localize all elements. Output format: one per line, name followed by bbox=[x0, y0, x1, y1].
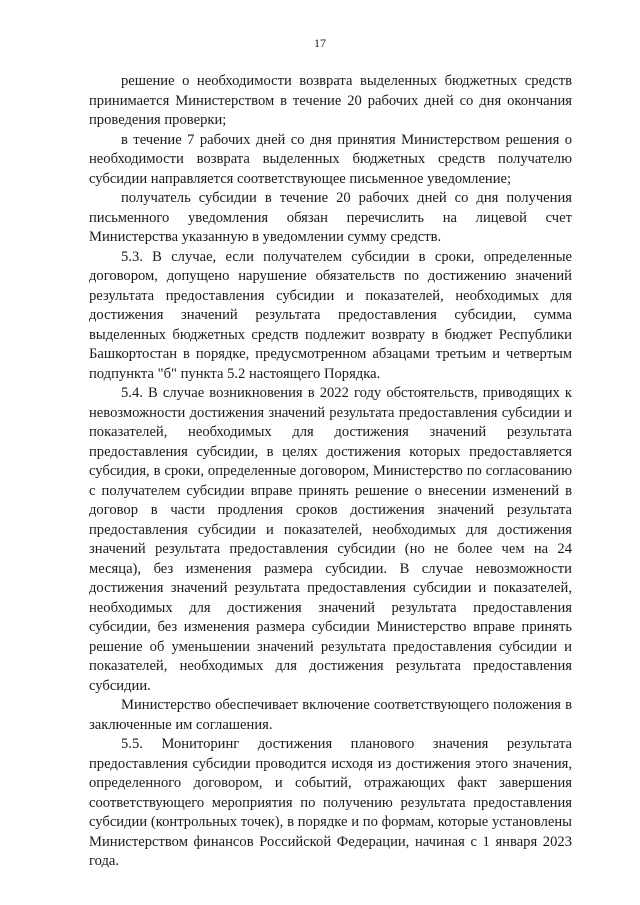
paragraph-notification: в течение 7 рабочих дней со дня принятия Министерством решения о необходимости возврата выделенных бюджетных средств получателю субсидии направляется соответствующее письменное уведомление; bbox=[89, 131, 572, 187]
paragraph-5-3: 5.3. В случае, если получателем субсидии в сроки, определенные договором, допущено нарушение обязательств по достижению значений результата предоставления субсидии и показателей, необходимых для достижения значений результата предоставления субсидии, сумма выделенных бюджетных средств подлежит возврату в бюджет Республики Башкортостан в порядке, предусмотренном абзацами третьим и четвертым подпункта "б" пункта 5.2 настоящего Порядка. bbox=[89, 248, 572, 382]
paragraph-5-5: 5.5. Мониторинг достижения планового значения результата предоставления субсидии проводится исходя из достижения этого значения, определенного договором, и событий, отражающих факт завершения соответствующего мероприятия по получению результата предоставления субсидии (контрольных точек), в порядке и по формам, которые установлены Министерством финансов Российской Федерации, начиная с 1 января 2023 года. bbox=[89, 736, 572, 869]
paragraph-ministry-provision: Министерство обеспечивает включение соответствующего положения в заключенные им соглашения. bbox=[89, 697, 572, 733]
paragraph-transfer-funds: получатель субсидии в течение 20 рабочих дней со дня получения письменного уведомления обязан перечислить на лицевой счет Министерства указанную в уведомлении сумму средств. bbox=[89, 190, 572, 245]
paragraph-5-4: 5.4. В случае возникновения в 2022 году обстоятельств, приводящих к невозможности достижения значений результата предоставления субсидии и показателей, необходимых для достижения значений результата предоставления субсидии, в целях достижения которых предоставляется субсидия, в сроки, определенные договором, Министерство по согласованию с получателем субсидии вправе принять решение о внесении изменений в договор в части продления сроков достижения значений результата предоставления субсидии и показателей, необходимых для достижения значений результата предоставления субсидии (но не более чем на 24 месяца), без изменения размера субсидии. В случае невозможности достижения значений результата предоставления субсидии и показателей, необходимых для достижения значений результата предоставления субсидии, без изменения размера субсидии Министерство вправе принять решение об уменьшении значений результата предоставления субсидии и показателей, необходимых для достижения результата предоставления субсидии. bbox=[89, 385, 572, 694]
document-body bbox=[89, 72, 572, 872]
paragraph-return-decision: решение о необходимости возврата выделенных бюджетных средств принимается Министерством в течение 20 рабочих дней со дня окончания проведения проверки; bbox=[89, 73, 572, 128]
page-number: 17 bbox=[314, 36, 326, 50]
